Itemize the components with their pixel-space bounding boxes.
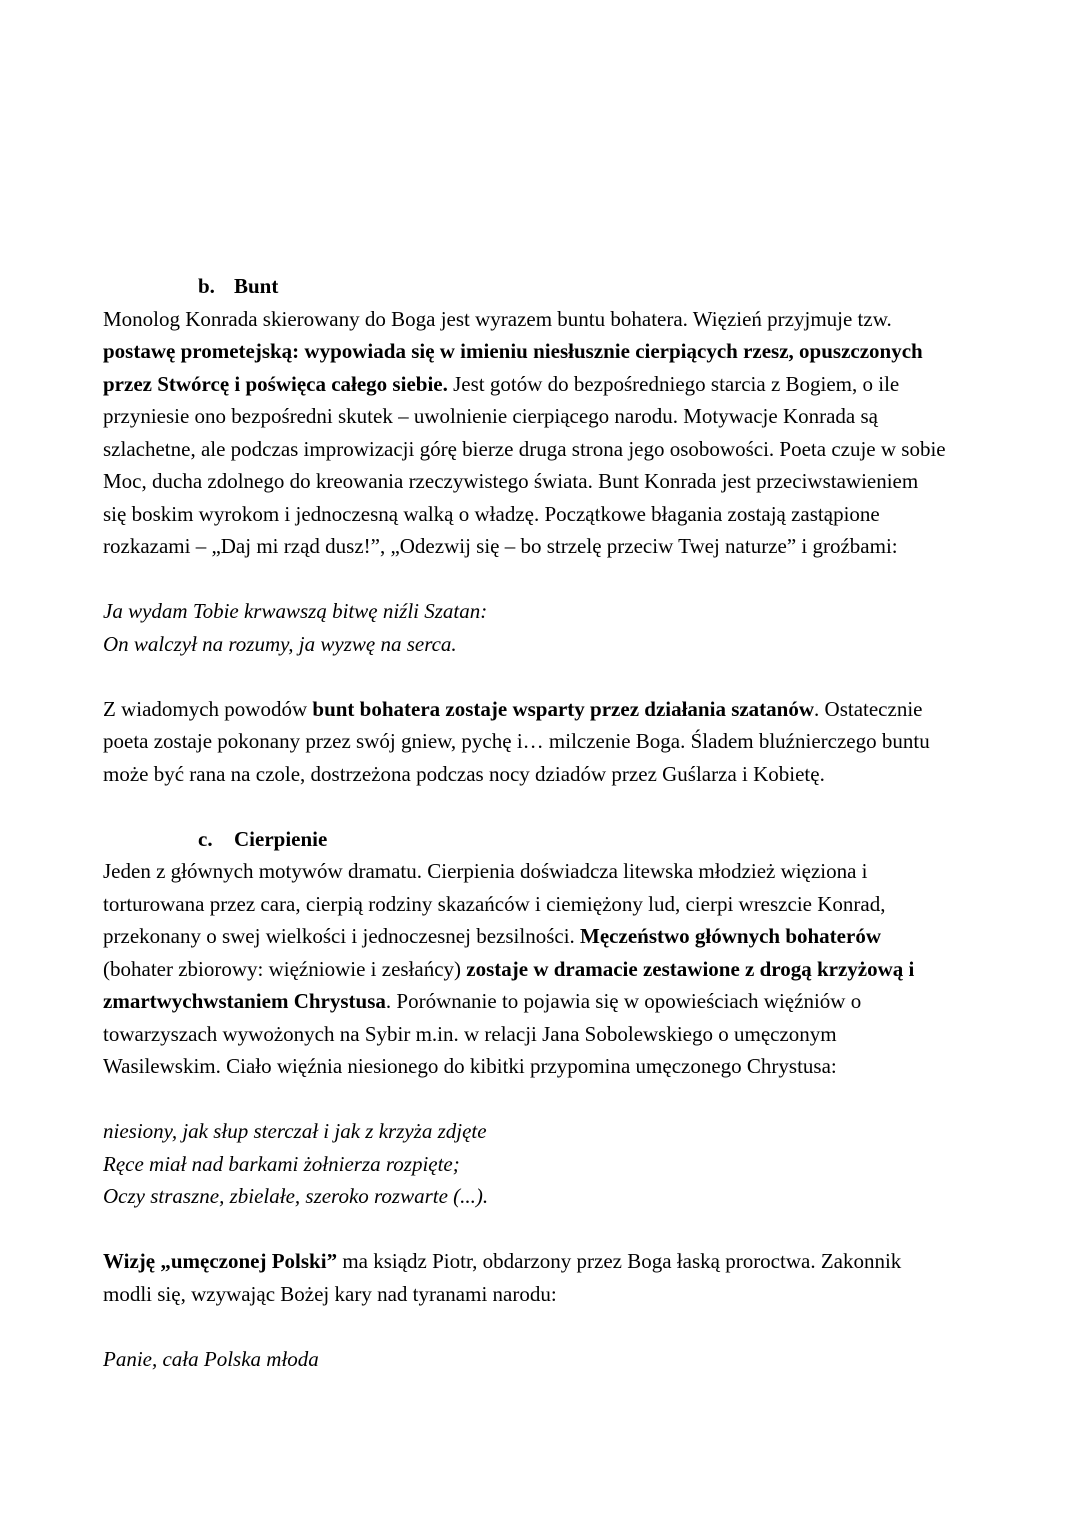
section-c-letter: c. <box>198 827 213 851</box>
section-c-heading <box>198 827 327 852</box>
bold-text: postawę prometejską: wypowiada się w imieniu niesłusznie cierpiących rzesz, opuszczonych <box>103 339 923 363</box>
paragraph-line <box>103 339 923 363</box>
section-b-title: Bunt <box>234 274 279 298</box>
section-c-title: Cierpienie <box>234 827 328 851</box>
paragraph-line: może być rana na czole, dostrzeżona podczas nocy dziadów przez Guślarza i Kobietę. <box>103 762 825 786</box>
quote-line: Panie, cała Polska młoda <box>103 1347 319 1371</box>
plain-text: . Porównanie to pojawia się w opowieściach więźniów o <box>385 989 862 1013</box>
bold-text: przez Stwórcę i poświęca całego siebie. <box>103 372 448 396</box>
paragraph-line: przyniesie ono bezpośredni skutek – uwolnienie cierpiącego narodu. Motywacje Konrada są <box>103 404 878 428</box>
paragraph-line: poeta zostaje pokonany przez swój gniew, pychę i… milczenie Boga. Śladem bluźnierczego buntu <box>103 729 930 753</box>
paragraph-line <box>103 372 899 396</box>
paragraph-line <box>103 957 914 981</box>
paragraph-line <box>103 697 922 721</box>
bold-text: bunt bohatera zostaje wsparty przez działania szatanów <box>312 697 815 721</box>
plain-text: (bohater zbiorowy: więźniowie i zesłańcy) <box>103 957 467 981</box>
paragraph-line: Wasilewskim. Ciało więźnia niesionego do kibitki przypomina umęczonego Chrystusa: <box>103 1054 837 1078</box>
paragraph-line: Moc, ducha zdolnego do kreowania rzeczywistego świata. Bunt Konrada jest przeciwstawieniem <box>103 469 919 493</box>
quote-line: Oczy straszne, zbielałe, szeroko rozwarte (...). <box>103 1184 489 1208</box>
plain-text: Z wiadomych powodów <box>103 697 313 721</box>
paragraph-line <box>103 989 861 1013</box>
bold-text: Męczeństwo głównych bohaterów <box>580 924 881 948</box>
quote-line: Ja wydam Tobie krwawszą bitwę niźli Szatan: <box>103 599 488 623</box>
paragraph-line: torturowana przez cara, cierpią rodziny skazańców i ciemiężony lud, cierpi wreszcie Konrad, <box>103 892 886 916</box>
plain-text: . Ostatecznie <box>814 697 923 721</box>
quote-line: niesiony, jak słup sterczał i jak z krzyża zdjęte <box>103 1119 487 1143</box>
paragraph-line: towarzyszach wywożonych na Sybir m.in. w relacji Jana Sobolewskiego o umęczonym <box>103 1022 837 1046</box>
plain-text: ma ksiądz Piotr, obdarzony przez Boga łaską proroctwa. Zakonnik <box>337 1249 902 1273</box>
bold-text: zostaje w dramacie zestawione z drogą krzyżową i <box>466 957 915 981</box>
paragraph-line <box>103 924 881 948</box>
plain-text: przekonany o swej wielkości i jednoczesnej bezsilności. <box>103 924 581 948</box>
paragraph-line <box>103 1249 901 1273</box>
paragraph-line: Jeden z głównych motywów dramatu. Cierpienia doświadcza litewska młodzież więziona i <box>103 859 868 883</box>
paragraph-line: modli się, wzywając Bożej kary nad tyranami narodu: <box>103 1282 557 1306</box>
bold-text: zmartwychwstaniem Chrystusa <box>103 989 386 1013</box>
section-b-letter: b. <box>198 274 215 298</box>
paragraph-line: rozkazami – „Daj mi rząd dusz!”, „Odezwij się – bo strzelę przeciw Twej naturze” i groźbami: <box>103 534 898 558</box>
paragraph-line: szlachetne, ale podczas improwizacji górę bierze druga strona jego osobowości. Poeta czuje w sobie <box>103 437 946 461</box>
paragraph-line: się boskim wyrokom i jednoczesną walką o władzę. Początkowe błagania zostają zastąpione <box>103 502 880 526</box>
plain-text: Jest gotów do bezpośredniego starcia z Bogiem, o ile <box>447 372 900 396</box>
bold-text: Wizję „umęczonej Polski” <box>103 1249 338 1273</box>
quote-line: Ręce miał nad barkami żołnierza rozpięte; <box>103 1152 460 1176</box>
paragraph-line: Monolog Konrada skierowany do Boga jest wyrazem buntu bohatera. Więzień przyjmuje tzw. <box>103 307 892 331</box>
quote-line: On walczył na rozumy, ja wyzwę na serca. <box>103 632 457 656</box>
section-b-heading <box>198 274 278 299</box>
